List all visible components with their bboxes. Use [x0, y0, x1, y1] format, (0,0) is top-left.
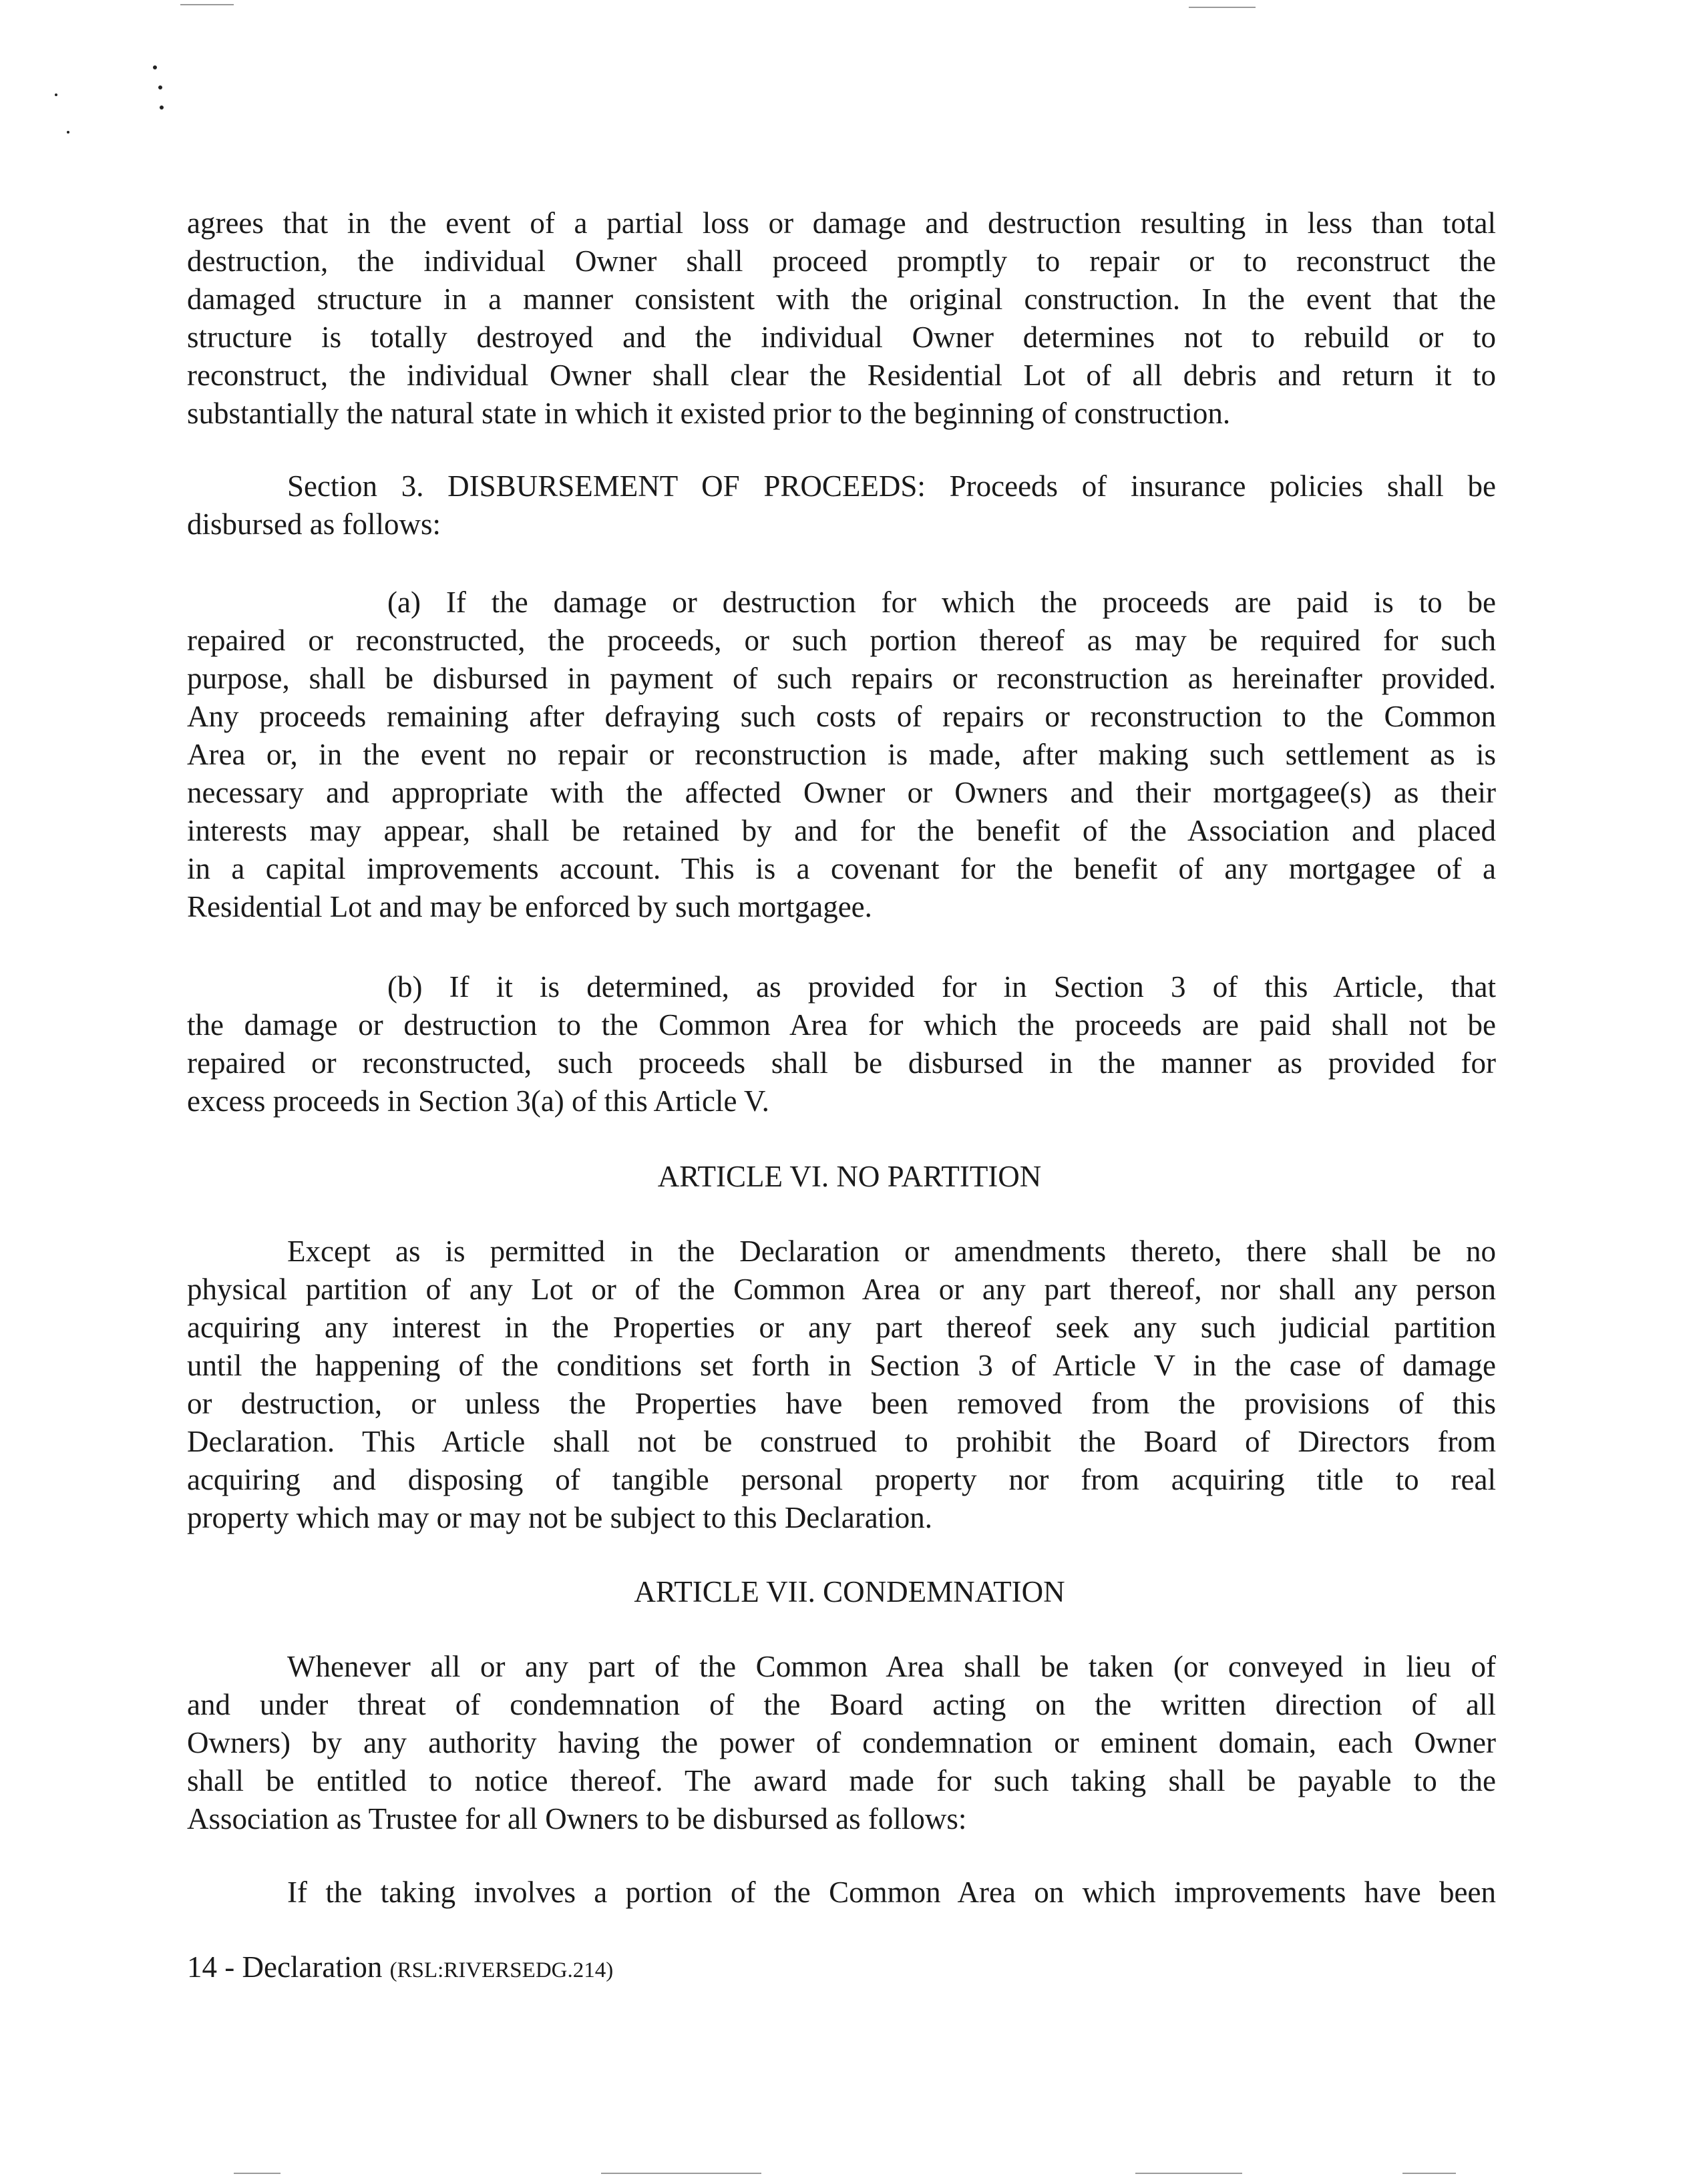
text-line: agrees that in the event of a partial loss or damage and destruction resulting in less than total [187, 206, 1496, 240]
text-line: property which may or may not be subject to this Declaration. [187, 1501, 932, 1534]
text-line: until the happening of the conditions set forth in Section 3 of Article V in the case of damage [187, 1349, 1496, 1382]
article-7-heading: ARTICLE VII. CONDEMNATION [634, 1575, 1065, 1608]
text-line: Any proceeds remaining after defraying such costs of repairs or reconstruction to the Common [187, 700, 1496, 733]
text-line: structure is totally destroyed and the individual Owner determines not to rebuild or to [187, 320, 1496, 354]
text-line: physical partition of any Lot or of the Common Area or any part thereof, nor shall any person [187, 1273, 1496, 1306]
text-line: in a capital improvements account. This is a covenant for the benefit of any mortgagee of a [187, 852, 1496, 885]
text-line: the damage or destruction to the Common Area for which the proceeds are paid shall not be [187, 1008, 1496, 1042]
text-line: destruction, the individual Owner shall proceed promptly to repair or to reconstruct the [187, 244, 1496, 278]
text-line: necessary and appropriate with the affected Owner or Owners and their mortgagee(s) as their [187, 776, 1496, 809]
scan-edge-mark [1135, 2173, 1242, 2174]
scan-speck [158, 85, 162, 89]
text-line: Association as Trustee for all Owners to be disbursed as follows: [187, 1802, 967, 1835]
subsection-a [187, 584, 1496, 926]
text-line: damaged structure in a manner consistent with the original construction. In the event that the [187, 282, 1496, 316]
text-line: or destruction, or unless the Properties have been removed from the provisions of this [187, 1387, 1496, 1420]
article-6-heading: ARTICLE VI. NO PARTITION [657, 1160, 1042, 1193]
text-line: substantially the natural state in which it existed prior to the beginning of construction. [187, 397, 1231, 430]
scan-speck [67, 131, 69, 134]
scan-speck [160, 105, 164, 110]
text-line: purpose, shall be disbursed in payment of such repairs or reconstruction as hereinafter provided. [187, 662, 1496, 695]
paragraph-insurance-repair [187, 204, 1496, 433]
text-line: Residential Lot and may be enforced by such mortgagee. [187, 890, 872, 923]
text-line: Except as is permitted in the Declaration or amendments thereto, there shall be no [287, 1235, 1496, 1268]
text-line: disbursed as follows: [187, 507, 441, 541]
text-line: and under threat of condemnation of the Board acting on the written direction of all [187, 1688, 1496, 1721]
text-line: Declaration. This Article shall not be construed to prohibit the Board of Directors from [187, 1425, 1496, 1458]
scan-speck [55, 93, 57, 96]
text-line: interests may appear, shall be retained by and for the benefit of the Association and placed [187, 814, 1496, 847]
text-line: acquiring and disposing of tangible personal property nor from acquiring title to real [187, 1463, 1496, 1496]
text-line: repaired or reconstructed, the proceeds, or such portion thereof as may be required for such [187, 624, 1496, 657]
scan-edge-mark [601, 2173, 761, 2174]
text-line: Owners) by any authority having the power of condemnation or eminent domain, each Owner [187, 1726, 1496, 1759]
section-3-disbursement [187, 467, 1496, 543]
text-line: reconstruct, the individual Owner shall clear the Residential Lot of all debris and return it to [187, 359, 1496, 392]
page-footer [187, 1948, 613, 1990]
scan-edge-mark [234, 2173, 280, 2174]
text-line: shall be entitled to notice thereof. The award made for such taking shall be payable to the [187, 1764, 1496, 1797]
scan-edge-mark [180, 4, 234, 5]
subsection-b [187, 968, 1496, 1120]
text-line: Section 3. DISBURSEMENT OF PROCEEDS: Proceeds of insurance policies shall be [287, 469, 1496, 503]
text-line: repaired or reconstructed, such proceeds shall be disbursed in the manner as provided for [187, 1046, 1496, 1080]
text-line: acquiring any interest in the Properties or any part thereof seek any such judicial partition [187, 1311, 1496, 1344]
scan-edge-mark [1189, 7, 1256, 8]
text-line: (a) If the damage or destruction for which the proceeds are paid is to be [387, 586, 1496, 619]
text-line: (b) If it is determined, as provided for in Section 3 of this Article, that [387, 970, 1496, 1004]
text-line: excess proceeds in Section 3(a) of this Article V. [187, 1084, 769, 1118]
text-line: If the taking involves a portion of the Common Area on which improvements have been [287, 1876, 1496, 1909]
footer-label: 14 - Declaration [187, 1950, 383, 1984]
text-line: Area or, in the event no repair or reconstruction is made, after making such settlement as is [187, 738, 1496, 771]
footer-reference: (RSL:RIVERSEDG.214) [389, 1958, 614, 1982]
final-paragraph [187, 1874, 1496, 1912]
article-6-body [187, 1233, 1496, 1537]
article-7-body [187, 1648, 1496, 1838]
text-line: Whenever all or any part of the Common Area shall be taken (or conveyed in lieu of [287, 1650, 1496, 1683]
scan-edge-mark [1402, 2173, 1456, 2174]
scan-speck [153, 65, 157, 69]
